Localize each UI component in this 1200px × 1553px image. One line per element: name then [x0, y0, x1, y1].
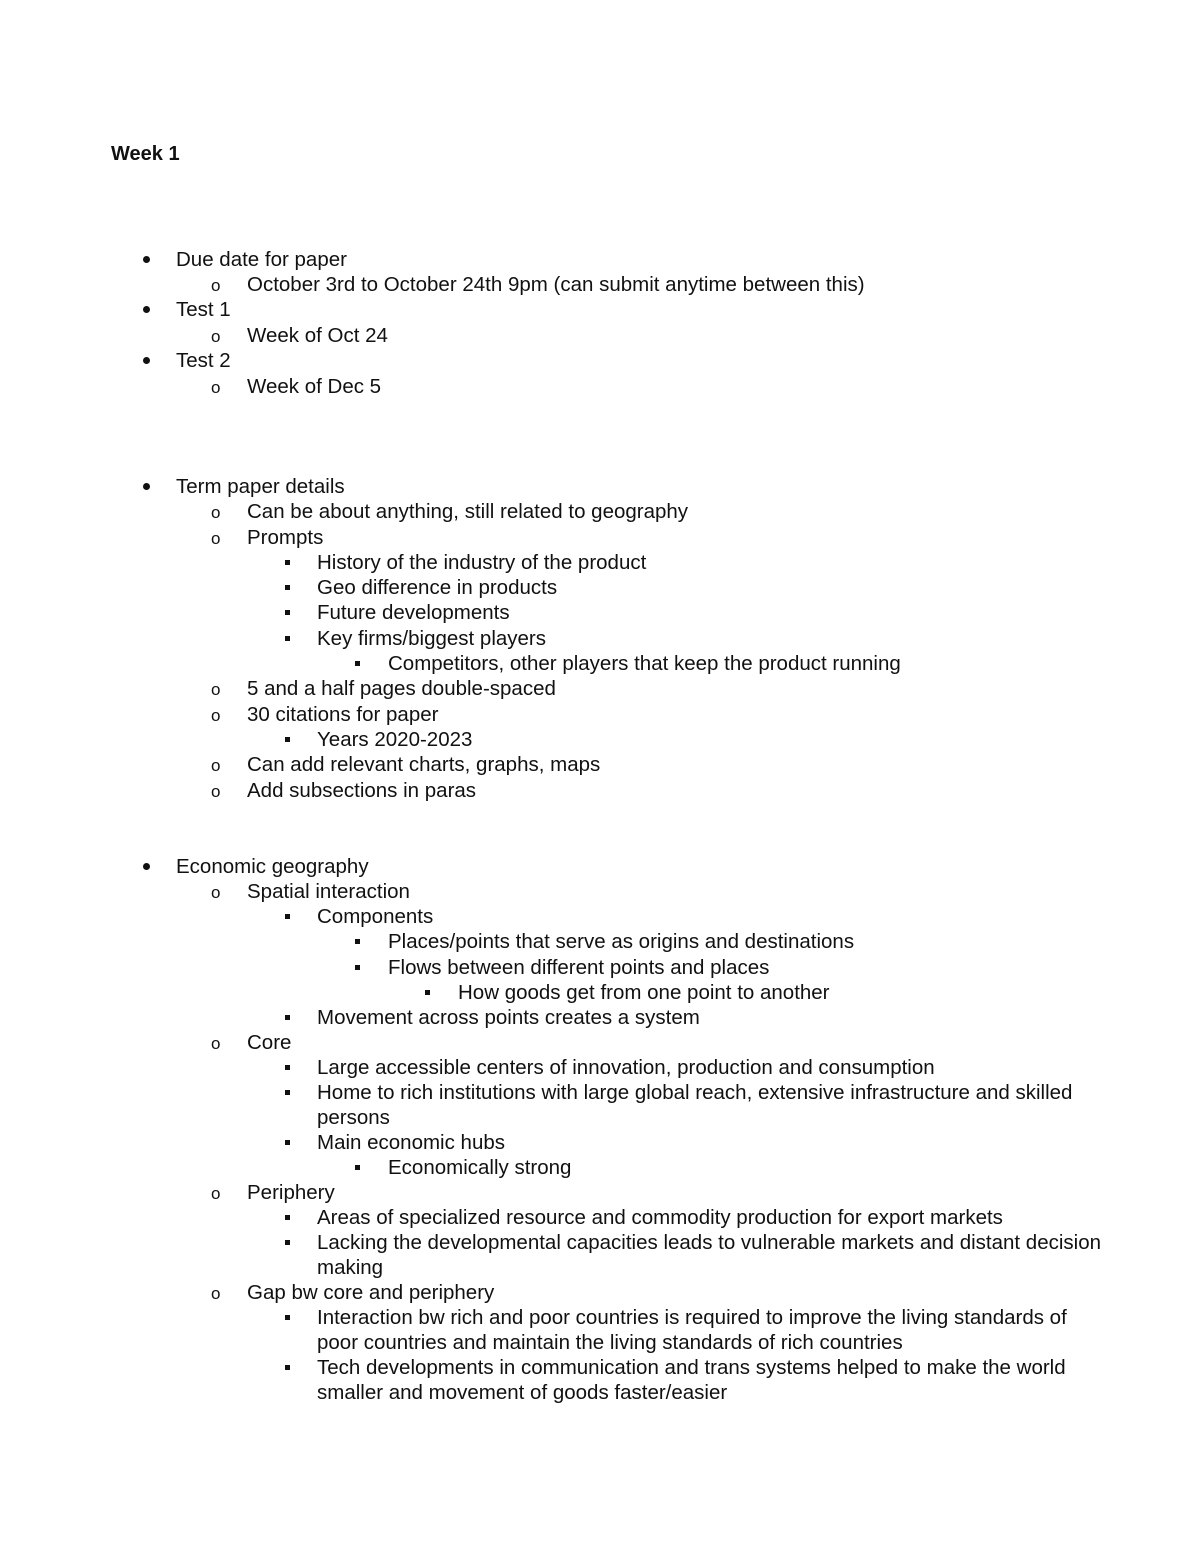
bullet-square-icon: [285, 636, 290, 641]
list-item: [0, 854, 1200, 879]
list-item: [0, 1355, 1200, 1404]
bullet-square-icon: [285, 610, 290, 615]
list-item-text: How goods get from one point to another: [458, 981, 830, 1004]
list-item-text: Term paper details: [176, 475, 345, 498]
list-item-text: Economically strong: [388, 1156, 572, 1179]
bullet-dot-icon: [143, 306, 150, 313]
bullet-square-icon: [285, 1015, 290, 1020]
bullet-circle-icon: o: [211, 1184, 221, 1203]
bullet-square-icon: [285, 560, 290, 565]
bullet-circle-icon: o: [211, 1284, 221, 1303]
list-item: [0, 297, 1200, 322]
bullet-dot-icon: [143, 256, 150, 263]
bullet-square-icon: [285, 1140, 290, 1145]
list-item-text: Interaction bw rich and poor countries is required to improve the living standards of poor countries and maintain the living standards of rich countries: [317, 1306, 1067, 1354]
bullet-circle-icon: o: [211, 529, 221, 548]
list-item-text: Movement across points creates a system: [317, 1006, 700, 1029]
bullet-square-icon: [355, 939, 360, 944]
bullet-square-icon: [425, 990, 430, 995]
list-item-text: Competitors, other players that keep the product running: [388, 652, 901, 675]
bullet-circle-icon: o: [211, 378, 221, 397]
bullet-square-icon: [285, 585, 290, 590]
list-item-text: Home to rich institutions with large global reach, extensive infrastructure and skilled persons: [317, 1081, 1073, 1129]
list-item: [0, 626, 1200, 651]
list-item: [0, 499, 1200, 524]
list-item-text: Can add relevant charts, graphs, maps: [247, 753, 601, 776]
list-item-text: Tech developments in communication and trans systems helped to make the world smaller and movement of goods faster/easier: [317, 1356, 1066, 1404]
bullet-square-icon: [285, 1065, 290, 1070]
bullet-square-icon: [285, 1365, 290, 1370]
list-item-text: Key firms/biggest players: [317, 627, 547, 650]
list-item-text: Geo difference in products: [317, 576, 558, 599]
list-item: [0, 955, 1200, 980]
bullet-circle-icon: o: [211, 756, 221, 775]
bullet-square-icon: [355, 965, 360, 970]
list-item-text: Flows between different points and places: [388, 956, 770, 979]
list-item-text: Economic geography: [176, 855, 369, 878]
list-item-text: Future developments: [317, 601, 510, 624]
list-item: [0, 1280, 1200, 1305]
list-item-text: Large accessible centers of innovation, production and consumption: [317, 1056, 935, 1079]
bullet-square-icon: [285, 1215, 290, 1220]
list-item-text: Components: [317, 905, 434, 928]
bullet-dot-icon: [143, 483, 150, 490]
bullet-square-icon: [355, 1165, 360, 1170]
bullet-square-icon: [285, 1240, 290, 1245]
list-item-text: Test 2: [176, 349, 231, 372]
bullet-dot-icon: [143, 357, 150, 364]
list-item: [0, 550, 1200, 575]
bullet-circle-icon: o: [211, 276, 221, 295]
list-item: [0, 727, 1200, 752]
list-item: [0, 474, 1200, 499]
list-item: [0, 702, 1200, 727]
bullet-circle-icon: o: [211, 883, 221, 902]
bullet-square-icon: [355, 661, 360, 666]
list-item: [0, 1130, 1200, 1155]
list-item: [0, 247, 1200, 272]
list-item: [0, 904, 1200, 929]
list-item-text: Prompts: [247, 526, 324, 549]
list-item: [0, 348, 1200, 373]
bullet-circle-icon: o: [211, 782, 221, 801]
page-title: Week 1: [111, 143, 180, 165]
list-item-text: Years 2020-2023: [317, 728, 473, 751]
list-item: [0, 1155, 1200, 1180]
list-item: [0, 980, 1200, 1005]
bullet-square-icon: [285, 737, 290, 742]
list-item: [0, 600, 1200, 625]
list-item: [0, 1080, 1200, 1129]
list-item: [0, 1055, 1200, 1080]
list-item-text: Test 1: [176, 298, 231, 321]
list-item-text: Areas of specialized resource and commodity production for export markets: [317, 1206, 1003, 1229]
bullet-square-icon: [285, 1315, 290, 1320]
bullet-square-icon: [285, 914, 290, 919]
list-item: [0, 676, 1200, 701]
list-item-text: Due date for paper: [176, 248, 347, 271]
list-item: [0, 1005, 1200, 1030]
list-item: [0, 1205, 1200, 1230]
list-item: [0, 272, 1200, 297]
list-item-text: Periphery: [247, 1181, 335, 1204]
list-item-text: Lacking the developmental capacities leads to vulnerable markets and distant decision making: [317, 1231, 1102, 1279]
bullet-circle-icon: o: [211, 706, 221, 725]
list-item: [0, 1305, 1200, 1354]
list-item-text: Week of Oct 24: [247, 324, 388, 347]
list-item-text: Gap bw core and periphery: [247, 1281, 495, 1304]
list-item-text: Week of Dec 5: [247, 375, 382, 398]
list-item-text: Main economic hubs: [317, 1131, 506, 1154]
bullet-circle-icon: o: [211, 680, 221, 699]
bullet-circle-icon: o: [211, 327, 221, 346]
bullet-square-icon: [285, 1090, 290, 1095]
list-item-text: Places/points that serve as origins and destinations: [388, 930, 855, 953]
list-item: [0, 1030, 1200, 1055]
bullet-dot-icon: [143, 863, 150, 870]
list-item: [0, 778, 1200, 803]
list-item-text: Core: [247, 1031, 292, 1054]
list-item: [0, 525, 1200, 550]
bullet-circle-icon: o: [211, 503, 221, 522]
list-item: [0, 323, 1200, 348]
list-item-text: Add subsections in paras: [247, 779, 477, 802]
list-item: [0, 879, 1200, 904]
list-item-text: 5 and a half pages double-spaced: [247, 677, 556, 700]
list-item: [0, 575, 1200, 600]
list-item-text: October 3rd to October 24th 9pm (can submit anytime between this): [247, 273, 865, 296]
list-item: [0, 1180, 1200, 1205]
list-item: [0, 651, 1200, 676]
list-item: [0, 1230, 1200, 1279]
list-item: [0, 752, 1200, 777]
list-item-text: 30 citations for paper: [247, 703, 439, 726]
list-item-text: Can be about anything, still related to geography: [247, 500, 689, 523]
bullet-circle-icon: o: [211, 1034, 221, 1053]
list-item-text: Spatial interaction: [247, 880, 410, 903]
list-item: [0, 374, 1200, 399]
list-item: [0, 929, 1200, 954]
list-item-text: History of the industry of the product: [317, 551, 647, 574]
